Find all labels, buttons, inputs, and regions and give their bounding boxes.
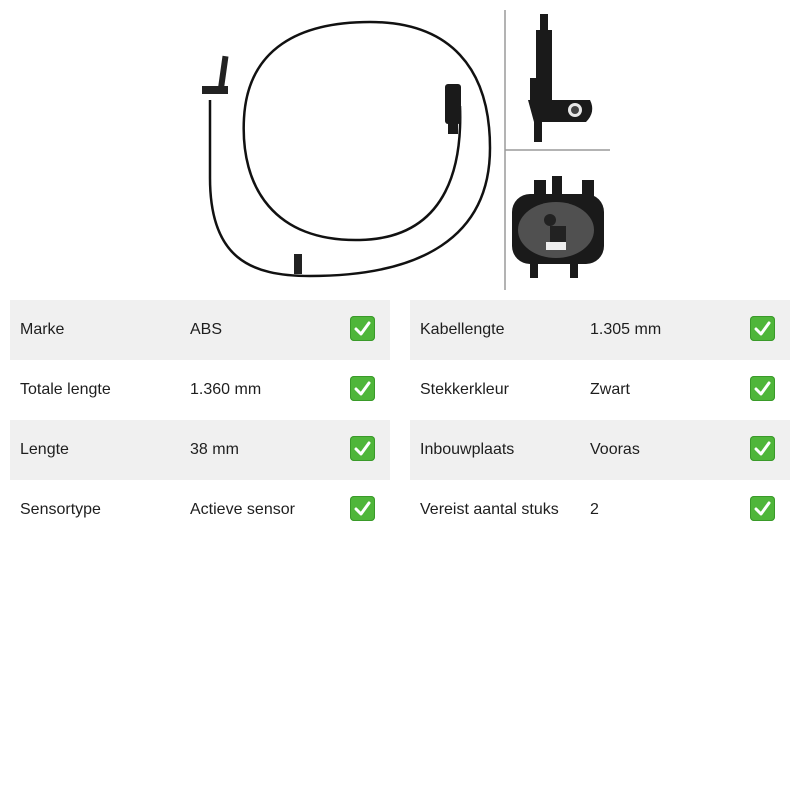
spec-value: Vooras (590, 441, 640, 458)
spec-value: ABS (190, 321, 223, 338)
sensor-head-side-view-icon (528, 14, 592, 142)
check-icon (750, 316, 775, 341)
check-icon (750, 436, 775, 461)
check-icon (350, 496, 375, 521)
spec-row (10, 300, 390, 360)
spec-label: Totale lengte (20, 381, 111, 398)
check-icon (350, 316, 375, 341)
spec-label: Sensortype (20, 501, 101, 518)
spec-row (410, 360, 790, 420)
check-icon (350, 436, 375, 461)
spec-table-left (10, 300, 390, 540)
spec-label: Inbouwplaats (420, 441, 515, 458)
spec-row (410, 300, 790, 360)
spec-value: Zwart (590, 381, 630, 398)
spec-row (10, 480, 390, 540)
spec-row (10, 420, 390, 480)
check-icon (350, 376, 375, 401)
product-image (190, 8, 610, 292)
spec-label: Kabellengte (420, 321, 505, 338)
spec-label: Lengte (20, 441, 69, 458)
spec-row (10, 360, 390, 420)
check-icon (750, 496, 775, 521)
spec-value: 2 (590, 501, 599, 518)
spec-value: Actieve sensor (190, 501, 295, 518)
spec-row (410, 480, 790, 540)
spec-label: Stekkerkleur (420, 381, 509, 398)
check-icon (750, 376, 775, 401)
spec-value: 1.360 mm (190, 381, 262, 398)
spec-value: 38 mm (190, 441, 239, 458)
spec-value: 1.305 mm (590, 321, 662, 338)
connector-plug-front-view-icon (512, 176, 604, 278)
abs-sensor-cable-icon (190, 8, 610, 292)
spec-label: Marke (20, 321, 65, 338)
spec-label: Vereist aantal stuks (420, 501, 559, 518)
spec-table-right (410, 300, 790, 540)
spec-row (410, 420, 790, 480)
